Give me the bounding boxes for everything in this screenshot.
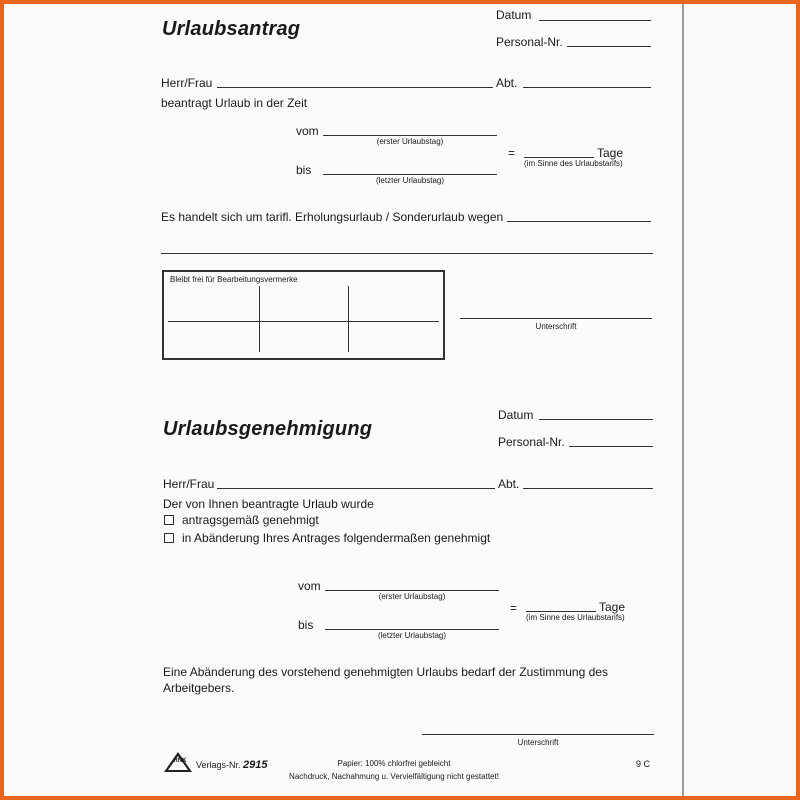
gen-intro-text: Der von Ihnen beantragte Urlaub wurde (163, 497, 374, 511)
gen-name-field[interactable] (217, 488, 495, 489)
antrag-unterschrift-label: Unterschrift (535, 322, 577, 331)
antrag-abt-field[interactable] (523, 87, 651, 88)
gen-abt-label: Abt. (498, 477, 520, 491)
gen-abt-field[interactable] (523, 488, 653, 489)
antrag-datum-label: Datum (496, 8, 532, 22)
antrag-unterschrift-field[interactable] (460, 318, 652, 319)
gen-notice-line1: Eine Abänderung des vorstehend genehmigten Urlaubs bedarf der Zustimmung des (163, 665, 608, 679)
gen-tarif-hint: (im Sinne des Urlaubstarifs) (526, 613, 625, 622)
gen-vom-label: vom (298, 579, 321, 593)
gen-datum-label: Datum (498, 408, 534, 422)
antrag-datum-field[interactable] (539, 20, 651, 21)
gen-title: Urlaubsgenehmigung (163, 418, 373, 440)
antrag-bis-label: bis (296, 163, 312, 177)
page-frame (4, 4, 796, 796)
antrag-title: Urlaubsantrag (162, 18, 301, 40)
antrag-bis-field[interactable] (323, 174, 497, 175)
antrag-abt-label: Abt. (496, 76, 518, 90)
logo-text: RNK (173, 758, 187, 764)
antrag-tarif-hint: (im Sinne des Urlaubstarifs) (524, 159, 623, 168)
gen-tage-field[interactable] (526, 611, 596, 612)
gen-letzter-hint: (letzter Urlaubstag) (377, 631, 447, 640)
box-label: Bleibt frei für Bearbeitungsvermerke (170, 275, 298, 284)
gen-personal-nr-field[interactable] (569, 446, 653, 447)
antrag-reason-text: Es handelt sich um tarifl. Erholungsurlaub / Sonderurlaub wegen (161, 210, 504, 224)
gen-vom-field[interactable] (325, 590, 499, 591)
bearbeitungsvermerke-box (162, 270, 445, 360)
gen-herr-frau-label: Herr/Frau (163, 477, 215, 491)
box-divider-vertical-1 (259, 286, 260, 352)
option2-checkbox[interactable] (164, 533, 174, 543)
box-divider-vertical-2 (348, 286, 349, 352)
antrag-tage-label: Tage (597, 146, 624, 160)
antrag-vom-label: vom (296, 124, 319, 138)
gen-tage-label: Tage (599, 600, 626, 614)
option1-label: antragsgemäß genehmigt (182, 513, 319, 527)
form-code: 9 C (636, 759, 651, 769)
nachdruck-text: Nachdruck, Nachahmung u. Vervielfältigung nicht gestattet! (289, 772, 499, 781)
form-sheet (4, 4, 684, 796)
antrag-personal-nr-label: Personal-Nr. (496, 35, 563, 49)
gen-erster-hint: (erster Urlaubstag) (378, 592, 446, 601)
gen-datum-field[interactable] (539, 419, 653, 420)
antrag-tage-field[interactable] (524, 157, 594, 158)
option2-label: in Abänderung Ihres Antrages folgendermaßen genehmigt (182, 531, 491, 545)
verlag-number: 2915 (243, 759, 268, 771)
antrag-reason-field-2[interactable] (161, 253, 653, 254)
antrag-reason-field[interactable] (507, 221, 651, 222)
verlag-info (196, 759, 268, 771)
antrag-herr-frau-label: Herr/Frau (161, 76, 213, 90)
gen-personal-nr-label: Personal-Nr. (498, 435, 565, 449)
antrag-erster-hint: (erster Urlaubstag) (376, 137, 444, 146)
gen-unterschrift-label: Unterschrift (517, 738, 559, 747)
box-divider-horizontal (168, 321, 439, 322)
gen-unterschrift-field[interactable] (422, 734, 654, 735)
verlag-label: Verlags-Nr. (196, 760, 241, 770)
gen-bis-label: bis (298, 618, 314, 632)
antrag-letzter-hint: (letzter Urlaubstag) (375, 176, 445, 185)
antrag-vom-field[interactable] (323, 135, 497, 136)
gen-equals: = (510, 601, 518, 615)
antrag-personal-nr-field[interactable] (567, 46, 651, 47)
option1-checkbox[interactable] (164, 515, 174, 525)
papier-text: Papier: 100% chlorfrei gebleicht (337, 759, 451, 768)
antrag-beantragt-text: beantragt Urlaub in der Zeit (161, 96, 308, 110)
antrag-name-field[interactable] (217, 87, 493, 88)
gen-notice-line2: Arbeitgebers. (163, 681, 235, 695)
gen-bis-field[interactable] (325, 629, 499, 630)
antrag-equals: = (508, 146, 516, 160)
